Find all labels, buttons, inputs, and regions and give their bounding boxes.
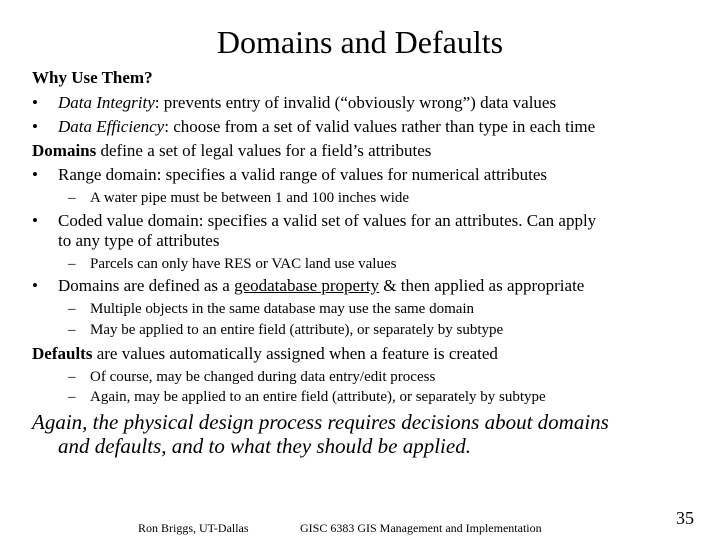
- dash: –: [68, 389, 76, 405]
- defaults-sub-text-1: Of course, may be changed during data entry/edit process: [90, 369, 436, 385]
- dash: –: [68, 301, 76, 317]
- coded-domain-line1: Coded value domain: specifies a valid set of values for an attributes. Can apply: [58, 211, 597, 230]
- domains-term: Domains: [32, 141, 97, 160]
- bullet: •: [32, 276, 38, 295]
- coded-domain-line2: to any type of attributes: [58, 231, 220, 250]
- range-example-text: A water pipe must be between 1 and 100 inches wide: [90, 190, 410, 206]
- domains-definition: [32, 141, 431, 161]
- domains-sub-item-2: [68, 321, 504, 339]
- domains-sub-item-1: [68, 300, 475, 318]
- defaults-sub-item-1: [68, 368, 436, 386]
- domains-sub-text-2: May be applied to an entire field (attribute), or separately by subtype: [90, 322, 504, 338]
- range-domain-item: [32, 165, 548, 185]
- footer-author: Ron Briggs, UT-Dallas: [138, 521, 249, 535]
- integrity-term: Data Integrity: [58, 93, 155, 112]
- coded-example-text: Parcels can only have RES or VAC land use values: [90, 256, 397, 272]
- slide-title: Domains and Defaults: [216, 24, 504, 60]
- page-number: 35: [676, 508, 694, 528]
- defaults-sub-item-2: [68, 388, 546, 406]
- closing-line-1: Again, the physical design process requires decisions about domains: [32, 410, 609, 434]
- domains-defined-post: & then applied as appropriate: [379, 276, 585, 295]
- geodatabase-property-link: geodatabase property: [234, 276, 379, 295]
- dash: –: [68, 322, 76, 338]
- bullet: •: [32, 117, 38, 136]
- footer-course: GISC 6383 GIS Management and Implementation: [300, 521, 542, 535]
- integrity-text: : prevents entry of invalid (“obviously wrong”) data values: [154, 93, 557, 112]
- dash: –: [68, 369, 76, 385]
- defaults-sub-text-2: Again, may be applied to an entire field (attribute), or separately by subtype: [90, 389, 546, 405]
- integrity-item: [32, 93, 557, 113]
- coded-domain-item: [32, 211, 597, 231]
- coded-example-item: [68, 255, 397, 273]
- efficiency-item: [32, 117, 596, 137]
- why-heading: Why Use Them?: [32, 68, 153, 87]
- defaults-definition: [32, 344, 498, 364]
- range-example-item: [68, 189, 410, 207]
- closing-line-2: and defaults, and to what they should be applied.: [58, 434, 471, 458]
- domains-defined-pre: Domains are defined as a: [58, 276, 235, 295]
- closing-statement: [32, 410, 712, 458]
- efficiency-term: Data Efficiency: [58, 117, 165, 136]
- domains-sub-text-1: Multiple objects in the same database may use the same domain: [90, 301, 475, 317]
- dash: –: [68, 256, 76, 272]
- bullet: •: [32, 165, 38, 184]
- defaults-text: are values automatically assigned when a feature is created: [92, 344, 498, 363]
- range-domain-text: Range domain: specifies a valid range of values for numerical attributes: [58, 165, 548, 184]
- dash: –: [68, 190, 76, 206]
- domains-defined-item: [32, 276, 585, 296]
- bullet: •: [32, 93, 38, 112]
- bullet: •: [32, 211, 38, 230]
- domains-text: define a set of legal values for a field’s attributes: [96, 141, 432, 160]
- efficiency-text: : choose from a set of valid values rather than type in each time: [164, 117, 596, 136]
- defaults-term: Defaults: [32, 344, 93, 363]
